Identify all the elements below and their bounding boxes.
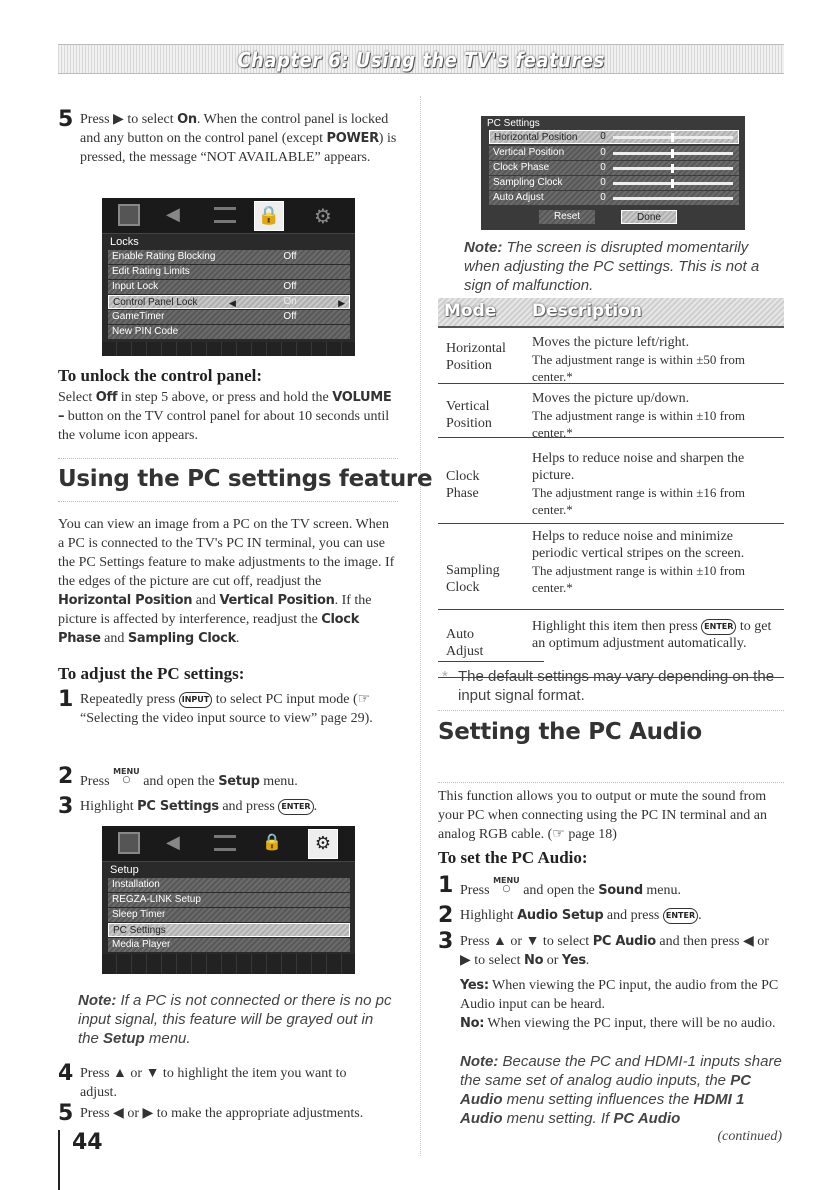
arrow-right-icon: ▶	[338, 298, 345, 308]
pc-not-connected-note: Note: If a PC is not connected or there is no pc input signal, this feature will be grayed out in the Setup menu.	[78, 992, 392, 1047]
pc-settings-intro: You can view an image from a PC on the TV screen. When a PC is connected to the TV's PC IN terminal, you can use the PC Settings feature to make adjustments to the image. If the edges of the picture are cut off, readjust the Horizontal Position and Vertical Position. If the picture is affected by interference, readjust the Clock Phase and Sampling Clock.	[58, 517, 395, 646]
menu-item-enable-rating-blocking[interactable]: Enable Rating Blocking	[108, 250, 350, 264]
table-header-mode: Mode	[444, 301, 497, 321]
menu-item-regza-link-setup[interactable]: REGZA-LINK Setup	[108, 893, 350, 907]
slider-thumb[interactable]	[671, 179, 674, 188]
locks-menu-screenshot	[102, 198, 355, 356]
slider-clock-phase[interactable]	[613, 167, 733, 170]
setup-menu-title: Setup	[110, 864, 139, 876]
picture-icon	[118, 832, 140, 854]
set-pc-audio-heading: To set the PC Audio:	[438, 848, 588, 867]
table-row: Horizontal Position Moves the picture left/right. The adjustment range is within ±50 from center.*	[438, 330, 784, 384]
tv-grid	[102, 954, 355, 974]
lock-icon: 🔒	[254, 201, 284, 231]
menu-item-installation[interactable]: Installation	[108, 878, 350, 892]
menu-item-vertical-position[interactable]: Vertical Position	[489, 146, 739, 160]
table-row: Vertical Position Moves the picture up/down. The adjustment range is within ±10 from center.*	[438, 384, 784, 438]
menu-item-auto-adjust[interactable]: Auto Adjust	[489, 191, 739, 205]
chapter-title: Chapter 6: Using the TV's features	[237, 48, 605, 72]
pc-audio-section-heading: Setting the PC Audio	[438, 719, 702, 745]
tv-menu-icon-bar	[102, 198, 355, 234]
input-button-icon: INPUT	[179, 692, 213, 708]
footnote: * The default settings may vary depending on the input signal format.	[442, 668, 775, 704]
reset-button[interactable]: Reset	[539, 210, 595, 224]
setting-value: 0	[600, 177, 606, 188]
arrow-left-icon: ◀	[229, 298, 236, 308]
section-rule-top	[438, 710, 784, 711]
slider-thumb[interactable]	[671, 133, 674, 142]
page-number: 44	[58, 1130, 103, 1190]
pc-audio-intro: This function allows you to output or mute the sound from your PC when connecting using the PC IN terminal and an analog RGB cable. (☞ page 18)	[438, 789, 767, 842]
menu-item-sleep-timer[interactable]: Sleep Timer	[108, 908, 350, 922]
menu-value: Off	[283, 251, 297, 262]
pc-settings-menu-title: PC Settings	[487, 118, 540, 129]
table-row: Clock Phase Helps to reduce noise and sharpen the picture. The adjustment range is within ±16 from center.*	[438, 438, 784, 524]
section-rule-top	[58, 458, 398, 459]
setup-menu-screenshot	[102, 826, 355, 974]
enter-button-icon: ENTER	[701, 619, 736, 635]
menu-item-media-player[interactable]: Media Player	[108, 938, 350, 952]
setup-icon: ⚙	[308, 829, 338, 859]
done-button[interactable]: Done	[621, 210, 677, 224]
setting-value: 0	[600, 131, 606, 142]
menu-button-icon: MENU ○	[493, 876, 520, 894]
sound-icon: ◀	[166, 204, 180, 225]
slider-thumb[interactable]	[671, 164, 674, 173]
section-rule-bottom	[438, 782, 784, 783]
column-divider	[420, 96, 421, 1156]
setting-value: 0	[600, 162, 606, 173]
unlock-heading: To unlock the control panel:	[58, 366, 263, 385]
menu-item-gametimer[interactable]: GameTimer	[108, 310, 350, 324]
table-header-description: Description	[532, 301, 642, 321]
enter-button-icon: ENTER	[663, 908, 698, 924]
section-rule-bottom	[58, 501, 398, 502]
menu-button-icon: MENU ○	[113, 767, 140, 785]
setting-value: 0	[600, 147, 606, 158]
screen-disrupted-note: Note: The screen is disrupted momentarily when adjusting the PC settings. This is not a sign of malfunction.	[464, 239, 760, 294]
setup-icon: ⚙	[314, 204, 332, 228]
menu-value: On	[283, 296, 297, 307]
locks-menu-title: Locks	[110, 236, 139, 248]
table-header	[438, 298, 784, 328]
menu-item-clock-phase[interactable]: Clock Phase	[489, 161, 739, 175]
menu-value: Off	[283, 281, 297, 292]
yes-option-description: Yes: When viewing the PC input, the audio from the PC Audio input can be heard.	[460, 978, 779, 1012]
pc-settings-section-heading: Using the PC settings feature	[58, 466, 433, 492]
lock-icon: 🔒	[262, 832, 282, 851]
setting-value: 0	[600, 192, 606, 203]
enter-button-icon: ENTER	[278, 799, 313, 815]
no-option-description: No: When viewing the PC input, there will be no audio.	[460, 1016, 776, 1031]
preferences-icon	[214, 835, 236, 851]
menu-item-input-lock[interactable]: Input Lock	[108, 280, 350, 294]
menu-value: Off	[283, 311, 297, 322]
chapter-header-bar	[58, 44, 784, 74]
step-number: 5	[58, 107, 74, 132]
menu-item-new-pin-code[interactable]: New PIN Code	[108, 325, 350, 339]
preferences-icon	[214, 207, 236, 223]
slider-thumb[interactable]	[671, 149, 674, 158]
continued-label: (continued)	[717, 1129, 782, 1144]
menu-item-sampling-clock[interactable]: Sampling Clock	[489, 176, 739, 190]
picture-icon	[118, 204, 140, 226]
footnote-rule	[438, 661, 544, 662]
menu-item-control-panel-lock[interactable]: Control Panel Lock ◀ ▶	[108, 295, 350, 309]
tv-grid	[102, 342, 355, 356]
adjust-heading: To adjust the PC settings:	[58, 664, 245, 683]
slider-auto-adjust[interactable]	[613, 197, 733, 200]
pc-settings-menu-screenshot	[481, 116, 745, 230]
slider-horizontal-position[interactable]	[613, 136, 733, 139]
pc-hdmi-audio-note: Note: Because the PC and HDMI-1 inputs share the same set of analog audio inputs, the PC Audio menu setting influences the HDMI 1 Audio menu setting. If PC Audio	[460, 1053, 782, 1127]
slider-sampling-clock[interactable]	[613, 182, 733, 185]
tv-menu-icon-bar	[102, 826, 355, 862]
sound-icon: ◀	[166, 832, 180, 853]
menu-item-horizontal-position[interactable]: Horizontal Position	[489, 130, 739, 144]
unlock-paragraph: Select Off in step 5 above, or press and hold the VOLUME – button on the TV control panel for about 10 seconds until the volume icon appears.	[58, 390, 392, 443]
table-row: Sampling Clock Helps to reduce noise and minimize periodic vertical stripes on the screen. The adjustment range is within ±10 from center.*	[438, 524, 784, 610]
table-row: Auto Adjust Highlight this item then press ENTER to get an optimum adjustment automatically.	[438, 610, 784, 678]
menu-item-edit-rating-limits[interactable]: Edit Rating Limits	[108, 265, 350, 279]
slider-vertical-position[interactable]	[613, 152, 733, 155]
menu-item-pc-settings[interactable]: PC Settings	[108, 923, 350, 937]
